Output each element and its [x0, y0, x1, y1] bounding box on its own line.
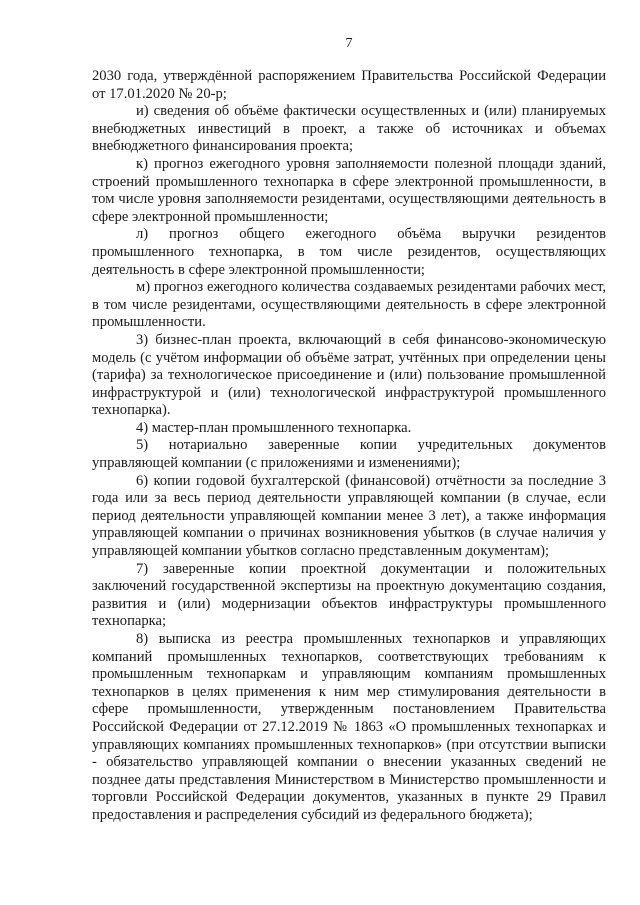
paragraph-item-4: 4) мастер-план промышленного технопарка.: [136, 419, 412, 436]
paragraph-item-6: 6) копии годовой бухгалтерской (финансовой) отчётности за последние 3 года или за весь период деятельности управляющей компании (в случае, если период деятельности управляющей компании менее 3 лет), а также информация управляющей компании о причинах возникновения убытков (в случае наличия у управляющей компании убытков согласно представленным документам);: [92, 472, 606, 560]
paragraph-item-3: 3) бизнес-план проекта, включающий в себя финансово-экономическую модель (с учётом информации об объёме затрат, учтённых при определении цены (тарифа) за технологическое присоединение и (или) пользование промышленной инфраструктурой и (или) технологической инфраструктурой промышленного технопарка).: [92, 331, 606, 419]
paragraph-item-m: м) прогноз ежегодного количества создаваемых резидентами рабочих мест, в том числе резидентами, осуществляющими деятельность в сфере электронной промышленности.: [92, 279, 606, 331]
paragraph-item-k: к) прогноз ежегодного уровня заполняемости полезной площади зданий, строений промышленного технопарка в сфере электронной промышленности, в том числе уровня заполняемости резидентами, осуществляющими деятельность в сфере электронной промышленности;: [92, 155, 606, 225]
paragraph-item-i: и) сведения об объёме фактически осуществленных и (или) планируемых внебюджетных инвестиций в проект, а также об источниках и объемах внебюджетного финансирования проекта;: [92, 103, 606, 155]
paragraph-continuation: 2030 года, утверждённой распоряжением Правительства Российской Федерации от 17.01.2020 № 20-р;: [92, 68, 606, 102]
paragraph-item-l: л) прогноз общего ежегодного объёма выручки резидентов промышленного технопарка, в том числе резидентов, осуществляющих деятельность в сфере электронной промышленности;: [92, 226, 606, 278]
paragraph-item-8: 8) выписка из реестра промышленных технопарков и управляющих компаний промышленных технопарков, соответствующих требованиям к промышленным технопаркам и управляющим компаниям промышленных технопарков в целях применения к ним мер стимулирования деятельности в сфере промышленности, утвержденным постановлением Правительства Российской Федерации от 27.12.2019 № 1863 «О промышленных технопарках и управляющих компаниях промышленных технопарков» (при отсутствии выписки - обязательство управляющей компании о внесении указанных сведений не позднее даты представления Министерством в Министерство промышленности и торговли Российской Федерации документов, указанных в пункте 29 Правил предоставления и распределения субсидий из федерального бюджета);: [92, 631, 606, 823]
page-number: 7: [345, 36, 353, 51]
paragraph-item-7: 7) заверенные копии проектной документации и положительных заключений государственной экспертизы на проектную документацию создания, развития и (или) модернизации объектов инфраструктуры промышленного технопарка;: [92, 560, 606, 630]
paragraph-item-5: 5) нотариально заверенные копии учредительных документов управляющей компании (с приложениями и изменениями);: [92, 437, 606, 472]
